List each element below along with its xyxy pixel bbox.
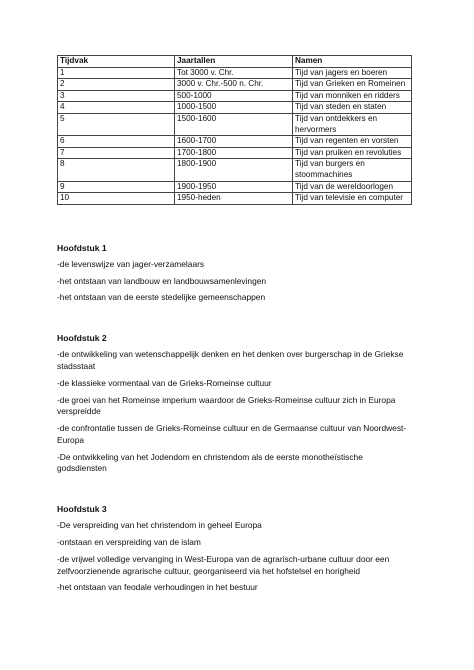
cell-jaartallen: 1500-1600 xyxy=(175,113,293,135)
cell-jaartallen: 1000-1500 xyxy=(175,102,293,114)
cell-namen: Tijd van televisie en computer xyxy=(293,193,412,205)
document-page xyxy=(57,55,413,622)
chapter-item: -het ontstaan van de eerste stedelijke gemeenschappen xyxy=(57,292,266,303)
cell-tijdvak: 3 xyxy=(58,90,175,102)
chapter-item: -De verspreiding van het christendom in geheel Europa xyxy=(57,520,262,531)
cell-namen: Tijd van ontdekkers en hervormers xyxy=(293,113,412,135)
table-row xyxy=(58,193,412,205)
chapter-3 xyxy=(57,503,413,594)
table-row xyxy=(58,136,412,148)
chapters-section xyxy=(57,242,413,595)
chapter-item: -De ontwikkeling van het Jodendom en christendom als de eerste monotheïstische godsdiensten xyxy=(57,451,363,474)
column-header-tijdvak: Tijdvak xyxy=(58,56,175,68)
eras-table xyxy=(57,55,412,205)
table-row xyxy=(58,79,412,91)
chapter-1 xyxy=(57,242,413,304)
cell-jaartallen: Tot 3000 v. Chr. xyxy=(175,67,293,79)
table-row xyxy=(58,113,412,135)
cell-tijdvak: 10 xyxy=(58,193,175,205)
chapter-item: -de groei van het Romeinse imperium waardoor de Grieks-Romeinse cultuur zich in Europa verspreidde xyxy=(57,394,396,417)
cell-namen: Tijd van burgers en stoommachines xyxy=(293,159,412,181)
cell-tijdvak: 8 xyxy=(58,159,175,181)
cell-namen: Tijd van de wereldoorlogen xyxy=(293,181,412,193)
table-row xyxy=(58,159,412,181)
chapter-item: -het ontstaan van landbouw en landbouwsamenlevingen xyxy=(57,275,267,286)
table-row xyxy=(58,181,412,193)
chapter-item: -de vrijwel volledige vervanging in West-Europa van de agrarisch-urbane cultuur door een zelfvoorzienende agrarische cultuur, georganiseerd via het hofstelsel en horigheid xyxy=(57,553,390,576)
cell-namen: Tijd van jagers en boeren xyxy=(293,67,412,79)
cell-jaartallen: 1950-heden xyxy=(175,193,293,205)
cell-jaartallen: 1900-1950 xyxy=(175,181,293,193)
chapter-item: -de ontwikkeling van wetenschappelijk denken en het denken over burgerschap in de Griekse stadsstaat xyxy=(57,349,404,371)
cell-tijdvak: 7 xyxy=(58,147,175,159)
chapter-item: -de klassieke vormentaal van de Grieks-Romeinse cultuur xyxy=(57,377,272,388)
table-row xyxy=(58,67,412,79)
table-row xyxy=(58,90,412,102)
cell-namen: Tijd van regenten en vorsten xyxy=(293,136,412,148)
cell-tijdvak: 1 xyxy=(58,67,175,79)
chapter-2 xyxy=(57,332,413,475)
chapter-title: Hoofdstuk 1 xyxy=(57,242,107,253)
cell-tijdvak: 4 xyxy=(58,102,175,114)
cell-namen: Tijd van steden en staten xyxy=(293,102,412,114)
column-header-namen: Namen xyxy=(293,56,412,68)
cell-jaartallen: 1800-1900 xyxy=(175,159,293,181)
cell-tijdvak: 5 xyxy=(58,113,175,135)
cell-jaartallen: 1600-1700 xyxy=(175,136,293,148)
chapter-title: Hoofdstuk 3 xyxy=(57,504,107,515)
chapter-item: -het ontstaan van feodale verhoudingen in het bestuur xyxy=(57,582,258,593)
chapter-item: -de levenswijze van jager-verzamelaars xyxy=(57,258,205,269)
cell-namen: Tijd van pruiken en revoluties xyxy=(293,147,412,159)
cell-jaartallen: 500-1000 xyxy=(175,90,293,102)
cell-namen: Tijd van monniken en ridders xyxy=(293,90,412,102)
column-header-jaartallen: Jaartallen xyxy=(175,56,293,68)
cell-namen: Tijd van Grieken en Romeinen xyxy=(293,79,412,91)
table-row xyxy=(58,102,412,114)
chapter-item: -de confrontatie tussen de Grieks-Romeinse cultuur en de Germaanse cultuur van Noordwest-Europa xyxy=(57,423,407,445)
cell-tijdvak: 9 xyxy=(58,181,175,193)
cell-tijdvak: 2 xyxy=(58,79,175,91)
chapter-item: -ontstaan en verspreiding van de islam xyxy=(57,537,201,548)
chapter-title: Hoofdstuk 2 xyxy=(57,333,107,344)
table-row xyxy=(58,147,412,159)
cell-jaartallen: 3000 v. Chr.-500 n. Chr. xyxy=(175,79,293,91)
table-header-row xyxy=(58,56,412,68)
cell-tijdvak: 6 xyxy=(58,136,175,148)
cell-jaartallen: 1700-1800 xyxy=(175,147,293,159)
